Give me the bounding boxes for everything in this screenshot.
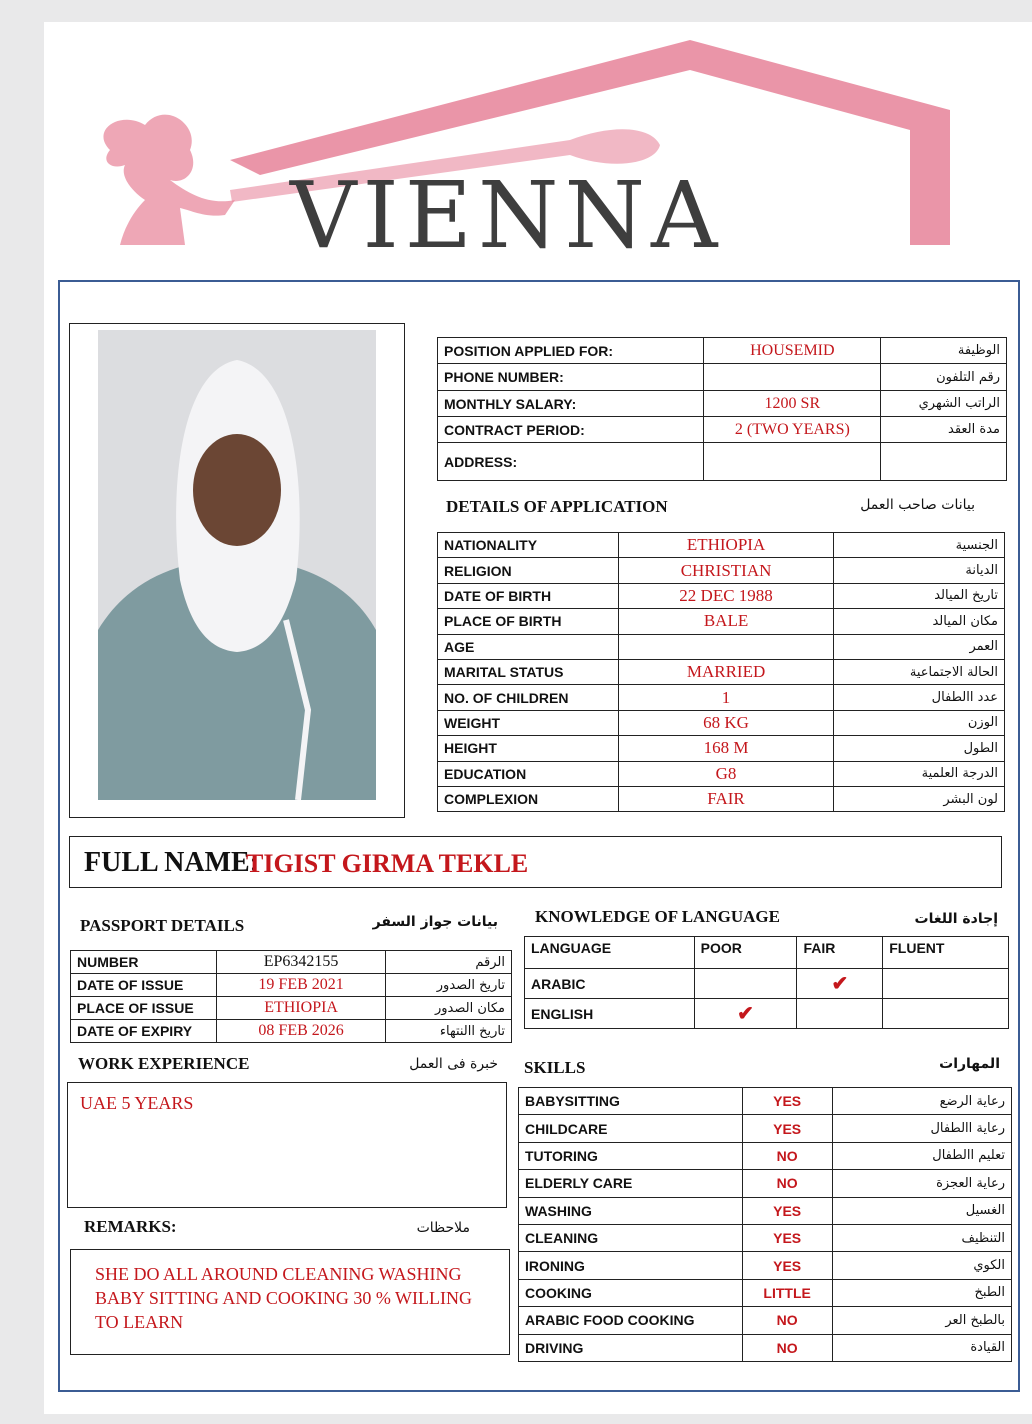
- job-row: [438, 391, 1007, 417]
- skill-value: YES: [742, 1224, 832, 1251]
- passport-label-ar: تاريخ االنتهاء: [386, 1020, 512, 1043]
- remarks-title-ar: ملاحظات: [416, 1220, 470, 1236]
- skills-row: [519, 1252, 1012, 1279]
- details-row: [438, 685, 1005, 710]
- details-label: AGE: [438, 634, 619, 659]
- skill-label-ar: الكوي: [832, 1252, 1011, 1279]
- job-value: HOUSEMID: [704, 338, 881, 364]
- skills-row: [519, 1224, 1012, 1251]
- passport-row: [71, 997, 512, 1020]
- job-label-ar: مدة العقد: [881, 417, 1007, 443]
- details-row: [438, 786, 1005, 811]
- skill-label-ar: التنظيف: [832, 1224, 1011, 1251]
- language-header-row: [525, 937, 1009, 969]
- applicant-photo: [98, 330, 376, 800]
- skill-label-ar: القيادة: [832, 1334, 1011, 1361]
- skills-title: SKILLS: [524, 1058, 586, 1077]
- details-row: [438, 609, 1005, 634]
- skill-value: YES: [742, 1252, 832, 1279]
- job-label-ar: الوظيفة: [881, 338, 1007, 364]
- passport-label: NUMBER: [71, 951, 217, 974]
- details-value: 1: [618, 685, 834, 710]
- passport-title: PASSPORT DETAILS: [80, 916, 245, 935]
- details-label: RELIGION: [438, 558, 619, 583]
- skills-row: [519, 1142, 1012, 1169]
- skills-table: [518, 1087, 1012, 1362]
- skill-label: ELDERLY CARE: [519, 1170, 743, 1197]
- skill-label: WASHING: [519, 1197, 743, 1224]
- skill-label: COOKING: [519, 1279, 743, 1306]
- details-value: BALE: [618, 609, 834, 634]
- check-mark-icon: ✔: [797, 969, 883, 999]
- details-table: [437, 532, 1005, 812]
- skill-value: YES: [742, 1197, 832, 1224]
- job-value: [704, 443, 881, 481]
- skill-label-ar: بالطبخ العر: [832, 1307, 1011, 1334]
- work-experience-box: [67, 1082, 507, 1208]
- details-label: MARITAL STATUS: [438, 659, 619, 684]
- skills-row: [519, 1279, 1012, 1306]
- skill-label-ar: تعليم االطفال: [832, 1142, 1011, 1169]
- details-label-ar: عدد االطفال: [834, 685, 1005, 710]
- skills-row: [519, 1115, 1012, 1142]
- details-label-ar: الحالة الاجتماعية: [834, 659, 1005, 684]
- passport-label: PLACE OF ISSUE: [71, 997, 217, 1020]
- work-experience-value: UAE 5 YEARS: [80, 1093, 194, 1113]
- details-row: [438, 761, 1005, 786]
- details-label: DATE OF BIRTH: [438, 583, 619, 608]
- details-title-ar: بيانات صاحب العمل: [860, 497, 975, 513]
- job-row: [438, 338, 1007, 364]
- job-table: [437, 337, 1007, 481]
- details-row: [438, 736, 1005, 761]
- details-value: CHRISTIAN: [618, 558, 834, 583]
- passport-label-ar: الرقم: [386, 951, 512, 974]
- job-label: POSITION APPLIED FOR:: [438, 338, 704, 364]
- language-header: FAIR: [797, 937, 883, 969]
- job-value: 1200 SR: [704, 391, 881, 417]
- job-label-ar: رقم التلفون: [881, 364, 1007, 391]
- skill-label: CLEANING: [519, 1224, 743, 1251]
- language-header: LANGUAGE: [525, 937, 695, 969]
- language-row: [525, 969, 1009, 999]
- passport-value: 08 FEB 2026: [216, 1020, 385, 1043]
- passport-row: [71, 951, 512, 974]
- details-row: [438, 710, 1005, 735]
- full-name-label: FULL NAME:: [84, 847, 259, 878]
- passport-label-ar: مكان الصدور: [386, 997, 512, 1020]
- job-label-ar: الراتب الشهري: [881, 391, 1007, 417]
- skill-label-ar: رعاية االطفال: [832, 1115, 1011, 1142]
- skill-label: CHILDCARE: [519, 1115, 743, 1142]
- details-label-ar: العمر: [834, 634, 1005, 659]
- details-value: FAIR: [618, 786, 834, 811]
- details-label-ar: الدرجة العلمية: [834, 761, 1005, 786]
- details-label: COMPLEXION: [438, 786, 619, 811]
- details-label-ar: الديانة: [834, 558, 1005, 583]
- skill-value: YES: [742, 1088, 832, 1115]
- maid-silhouette-icon: [103, 115, 235, 245]
- job-value: 2 (TWO YEARS): [704, 417, 881, 443]
- remarks-line: BABY SITTING AND COOKING 30 % WILLING: [95, 1288, 472, 1308]
- full-name-box: [69, 836, 1002, 888]
- details-value: G8: [618, 761, 834, 786]
- details-label: NO. OF CHILDREN: [438, 685, 619, 710]
- work-title: WORK EXPERIENCE: [78, 1054, 250, 1073]
- job-label: ADDRESS:: [438, 443, 704, 481]
- details-label: HEIGHT: [438, 736, 619, 761]
- language-header: POOR: [694, 937, 797, 969]
- job-label: PHONE NUMBER:: [438, 364, 704, 391]
- language-row: [525, 999, 1009, 1029]
- details-title: DETAILS OF APPLICATION: [446, 497, 668, 516]
- passport-label: DATE OF ISSUE: [71, 974, 217, 997]
- remarks-line: SHE DO ALL AROUND CLEANING WASHING: [95, 1264, 462, 1284]
- language-name: ENGLISH: [525, 999, 695, 1029]
- skills-row: [519, 1088, 1012, 1115]
- skill-value: NO: [742, 1170, 832, 1197]
- skill-value: YES: [742, 1115, 832, 1142]
- details-value: [618, 634, 834, 659]
- job-label: MONTHLY SALARY:: [438, 391, 704, 417]
- passport-label-ar: تاريخ الصدور: [386, 974, 512, 997]
- skill-value: LITTLE: [742, 1279, 832, 1306]
- skill-label: ARABIC FOOD COOKING: [519, 1307, 743, 1334]
- skill-value: NO: [742, 1142, 832, 1169]
- logo-text: VIENNA: [290, 162, 724, 269]
- details-value: ETHIOPIA: [618, 533, 834, 558]
- skills-row: [519, 1170, 1012, 1197]
- details-value: MARRIED: [618, 659, 834, 684]
- skill-label: DRIVING: [519, 1334, 743, 1361]
- job-row: [438, 417, 1007, 443]
- language-level-cell: [883, 969, 1009, 999]
- details-label: NATIONALITY: [438, 533, 619, 558]
- skill-label: BABYSITTING: [519, 1088, 743, 1115]
- remarks-box: [70, 1249, 510, 1355]
- language-title: KNOWLEDGE OF LANGUAGE: [535, 907, 780, 926]
- job-row: [438, 364, 1007, 391]
- skills-row: [519, 1197, 1012, 1224]
- passport-title-ar: بيانات جواز السفر: [372, 914, 498, 930]
- language-level-cell: [694, 969, 797, 999]
- details-label: PLACE OF BIRTH: [438, 609, 619, 634]
- language-name: ARABIC: [525, 969, 695, 999]
- skill-label-ar: الغسيل: [832, 1197, 1011, 1224]
- details-label-ar: الوزن: [834, 710, 1005, 735]
- skill-label-ar: الطبخ: [832, 1279, 1011, 1306]
- details-value: 22 DEC 1988: [618, 583, 834, 608]
- details-value: 168 M: [618, 736, 834, 761]
- check-mark-icon: ✔: [694, 999, 797, 1029]
- details-label: EDUCATION: [438, 761, 619, 786]
- details-row: [438, 634, 1005, 659]
- details-row: [438, 659, 1005, 684]
- skill-label: TUTORING: [519, 1142, 743, 1169]
- skills-title-ar: المهارات: [939, 1056, 1000, 1072]
- passport-row: [71, 974, 512, 997]
- full-name-value: TIGIST GIRMA TEKLE: [246, 849, 529, 878]
- skill-label-ar: رعاية الرضع: [832, 1088, 1011, 1115]
- language-title-ar: إجادة اللغات: [914, 911, 998, 927]
- details-row: [438, 533, 1005, 558]
- details-label-ar: الطول: [834, 736, 1005, 761]
- skills-row: [519, 1334, 1012, 1361]
- language-table: [524, 936, 1009, 1029]
- remarks-title: REMARKS:: [84, 1217, 177, 1236]
- passport-value: ETHIOPIA: [216, 997, 385, 1020]
- remarks-line: TO LEARN: [95, 1312, 184, 1332]
- skill-label-ar: رعاية العجزة: [832, 1170, 1011, 1197]
- passport-row: [71, 1020, 512, 1043]
- language-level-cell: [797, 999, 883, 1029]
- job-value: [704, 364, 881, 391]
- details-label: WEIGHT: [438, 710, 619, 735]
- skill-value: NO: [742, 1334, 832, 1361]
- passport-label: DATE OF EXPIRY: [71, 1020, 217, 1043]
- work-title-ar: خبرة فى العمل: [409, 1056, 498, 1072]
- details-label-ar: مكان الميالد: [834, 609, 1005, 634]
- details-label-ar: لون البشر: [834, 786, 1005, 811]
- language-level-cell: [883, 999, 1009, 1029]
- passport-table: [70, 950, 512, 1043]
- passport-value: 19 FEB 2021: [216, 974, 385, 997]
- job-label: CONTRACT PERIOD:: [438, 417, 704, 443]
- skill-value: NO: [742, 1307, 832, 1334]
- details-label-ar: تاريخ الميالد: [834, 583, 1005, 608]
- skill-label: IRONING: [519, 1252, 743, 1279]
- details-label-ar: الجنسية: [834, 533, 1005, 558]
- language-header: FLUENT: [883, 937, 1009, 969]
- job-label-ar: [881, 443, 1007, 481]
- details-row: [438, 558, 1005, 583]
- details-row: [438, 583, 1005, 608]
- skills-row: [519, 1307, 1012, 1334]
- job-row: [438, 443, 1007, 481]
- passport-value: EP6342155: [216, 951, 385, 974]
- details-value: 68 KG: [618, 710, 834, 735]
